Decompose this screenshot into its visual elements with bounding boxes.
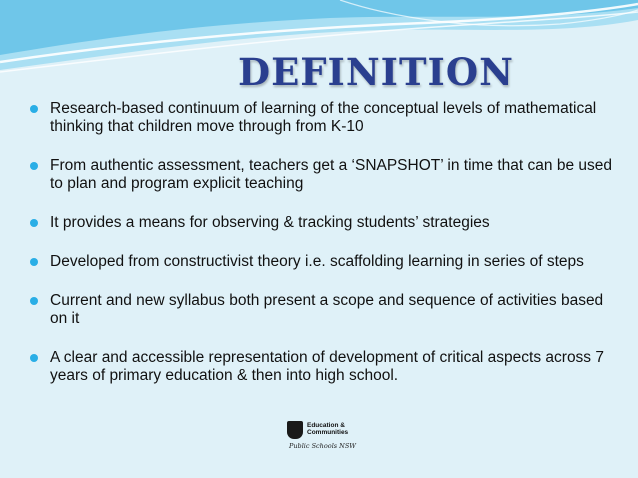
bullet-list (30, 100, 620, 406)
slide-title: DEFINITION (238, 50, 514, 94)
bullet-dot-icon (30, 219, 38, 227)
bullet-item (30, 100, 620, 136)
bullet-item (30, 253, 620, 271)
bullet-item (30, 292, 620, 328)
bullet-dot-icon (30, 162, 38, 170)
bullet-dot-icon (30, 258, 38, 266)
bullet-dot-icon (30, 354, 38, 362)
bullet-text: It provides a means for observing & tracking students’ strategies (50, 214, 490, 231)
bullet-text: Research-based continuum of learning of the conceptual levels of mathematical thinking that children move through from K-10 (50, 100, 597, 135)
bullet-text: Developed from constructivist theory i.e. scaffolding learning in series of steps (50, 253, 584, 270)
logo-tagline: Public Schools NSW (289, 442, 356, 450)
logo-org-name: Education & Communities (307, 422, 349, 436)
bullet-text: A clear and accessible representation of development of critical aspects across 7 years of primary education & then into high school. (50, 349, 604, 384)
waratah-crest-icon (287, 421, 303, 439)
bullet-text: From authentic assessment, teachers get a ‘SNAPSHOT’ in time that can be used to plan and program explicit teaching (50, 157, 612, 192)
bullet-dot-icon (30, 105, 38, 113)
bullet-item (30, 157, 620, 193)
bullet-item (30, 349, 620, 385)
bullet-dot-icon (30, 297, 38, 305)
nsw-logo (287, 421, 367, 451)
bullet-text: Current and new syllabus both present a scope and sequence of activities based on it (50, 292, 604, 327)
bullet-item (30, 214, 620, 232)
